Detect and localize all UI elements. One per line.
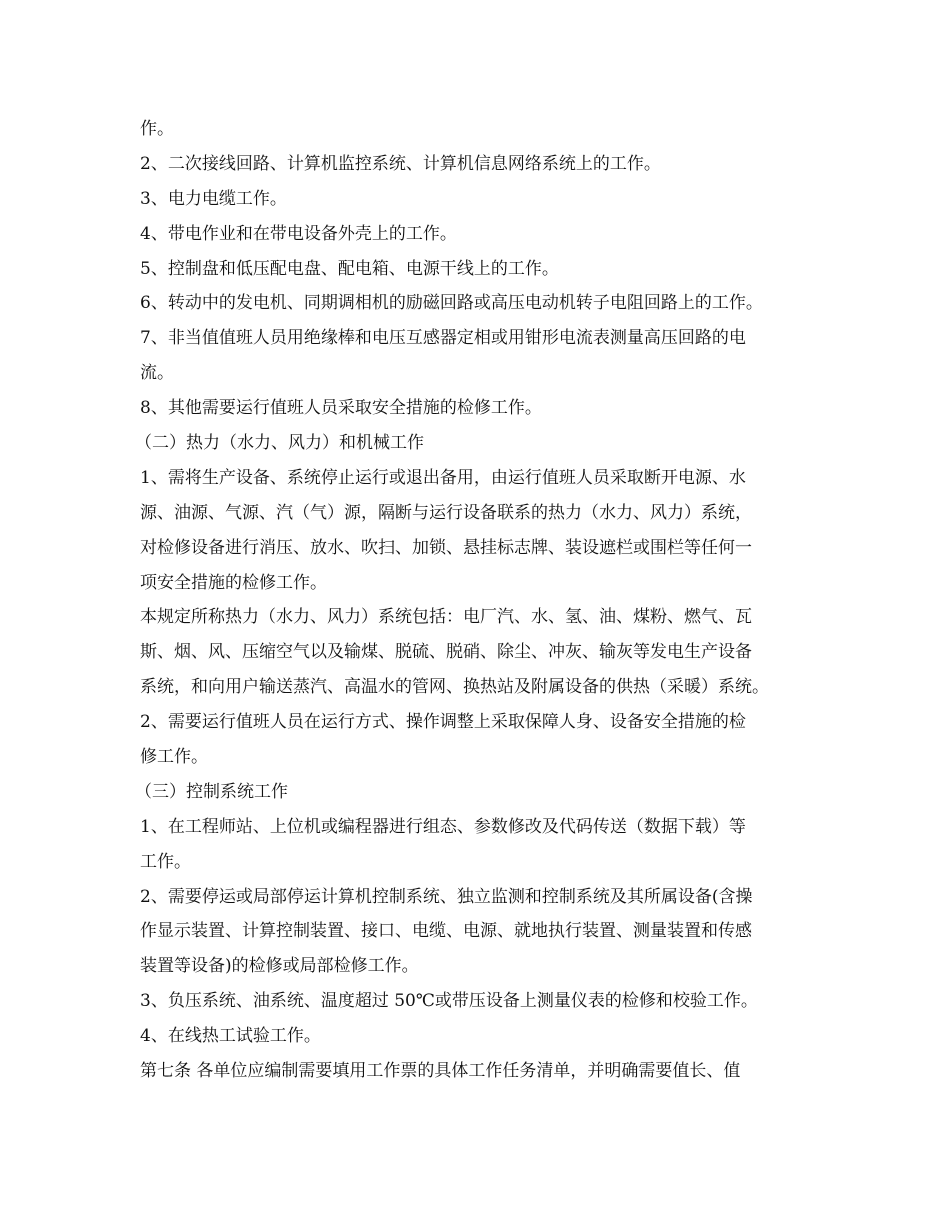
text-line: 作显示装置、计算控制装置、接口、电缆、电源、就地执行装置、测量装置和传感 (140, 921, 752, 942)
document-body (135, 112, 820, 1089)
text-line: 1、在工程师站、上位机或编程器进行组态、参数修改及代码传送（数据下载）等 (140, 816, 746, 837)
text-line: 装置等设备)的检修或局部检修工作。 (140, 956, 419, 977)
text-line: 源、油源、气源、汽（气）源，隔断与运行设备联系的热力（水力、风力）系统， (140, 502, 752, 523)
text-line: 工作。 (140, 851, 191, 872)
text-line: 2、需要停运或局部停运计算机控制系统、独立监测和控制系统及其所属设备(含操 (140, 886, 753, 907)
text-line: 流。 (140, 363, 174, 384)
text-line: 4、带电作业和在带电设备外壳上的工作。 (140, 223, 457, 244)
text-line: 斯、烟、风、压缩空气以及输煤、脱硫、脱硝、除尘、冲灰、输灰等发电生产设备 (140, 642, 752, 663)
text-line: 4、在线热工试验工作。 (140, 1026, 321, 1047)
text-line: 对检修设备进行消压、放水、吹扫、加锁、悬挂标志牌、装设遮栏或围栏等任何一 (140, 537, 752, 558)
text-line: 2、二次接线回路、计算机监控系统、计算机信息网络系统上的工作。 (140, 153, 661, 174)
text-line: 3、电力电缆工作。 (140, 188, 287, 209)
text-line: 7、非当值值班人员用绝缘棒和电压互感器定相或用钳形电流表测量高压回路的电 (140, 328, 746, 349)
text-line: 作。 (140, 119, 174, 139)
section-heading: （二）热力（水力、风力）和机械工作 (135, 433, 424, 454)
text-line: 系统，和向用户输送蒸汽、高温水的管网、换热站及附属设备的供热（采暖）系统。 (140, 677, 769, 698)
text-line: 2、需要运行值班人员在运行方式、操作调整上采取保障人身、设备安全措施的检 (140, 712, 746, 733)
text-line: 3、负压系统、油系统、温度超过 50℃或带压设备上测量仪表的检修和校验工作。 (140, 991, 758, 1012)
text-line: 本规定所称热力（水力、风力）系统包括：电厂汽、水、氢、油、煤粉、燃气、瓦 (140, 607, 752, 628)
text-line: 6、转动中的发电机、同期调相机的励磁回路或高压电动机转子电阻回路上的工作。 (140, 293, 763, 314)
text-line: 项安全措施的检修工作。 (140, 572, 327, 593)
text-line: 5、控制盘和低压配电盘、配电箱、电源干线上的工作。 (140, 258, 559, 279)
article-line: 第七条 各单位应编制需要填用工作票的具体工作任务清单，并明确需要值长、值 (140, 1061, 741, 1082)
section-heading: （三）控制系统工作 (135, 781, 288, 802)
text-line: 修工作。 (140, 747, 208, 768)
text-line: 8、其他需要运行值班人员采取安全措施的检修工作。 (140, 398, 542, 419)
text-line: 1、需将生产设备、系统停止运行或退出备用，由运行值班人员采取断开电源、水 (140, 467, 746, 488)
